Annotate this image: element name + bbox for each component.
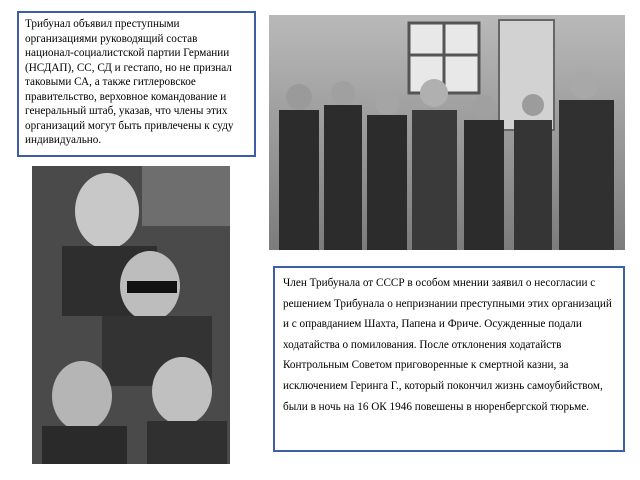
top-text-box (17, 11, 256, 157)
group-photo (269, 15, 625, 250)
defendants-photo (32, 166, 230, 464)
top-text: Трибунал объявил преступными организациями руководящий состав национал-социалистской партии Германии (НСДАП), СС, СД и гестапо, но не признал таковыми СА, а также гитлеровское правительство, верховное командование и генеральный штаб, указав, что члены этих организаций могут быть привлечены к суду индивидуально. (25, 18, 234, 146)
bottom-text: Член Трибунала от СССР в особом мнении заявил о несогласии с решением Трибунала о непризнании преступными этих организаций и с оправданием Шахта, Папена и Фриче. Осужденные подали ходатайства о помилования. После отклонения ходатайств Контрольным Советом приговоренные к смертной казни, за исключением Геринга Г., который покончил жизнь самоубийством, были в ночь на 16 ОК 1946 повешены в нюренбергской тюрьме. (283, 277, 612, 413)
bottom-text-box (273, 266, 625, 452)
